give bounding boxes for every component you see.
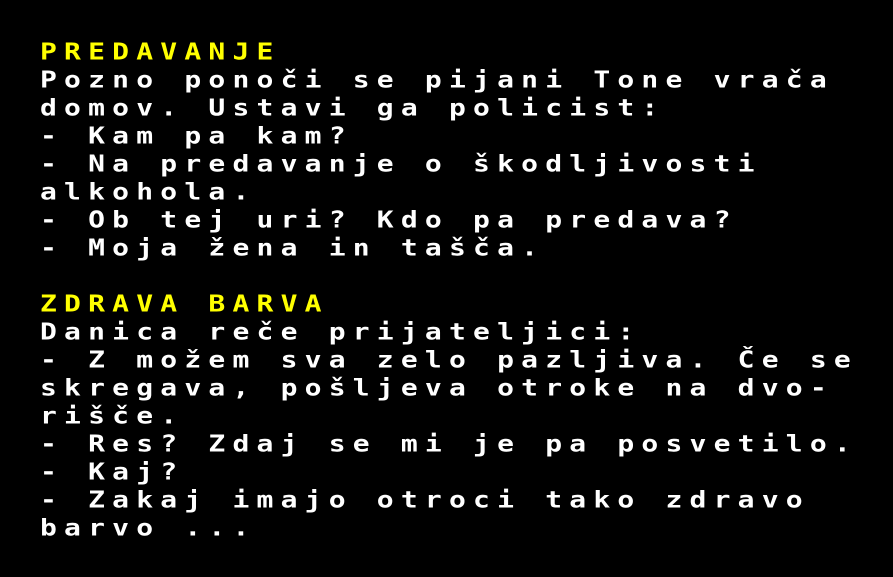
- joke-line: alkohola.: [40, 177, 257, 206]
- joke-line: Danica reče prijateljici:: [40, 317, 642, 346]
- joke-title-predavanje: PREDAVANJE: [40, 37, 281, 66]
- joke-line: - Kaj?: [40, 457, 185, 486]
- joke-line: skregava, pošljeva otroke na dvo-: [40, 373, 834, 402]
- joke-line: - Z možem sva zelo pazljiva. Če se: [40, 345, 858, 374]
- joke-line: barvo ...: [40, 513, 257, 542]
- joke-line: - Res? Zdaj se mi je pa posvetilo.: [40, 429, 858, 458]
- joke-title-zdrava-barva: ZDRAVA BARVA: [40, 289, 329, 318]
- joke-line: - Kam pa kam?: [40, 121, 353, 150]
- joke-line: - Na predavanje o škodljivosti: [40, 149, 762, 178]
- joke-line: - Moja žena in tašča.: [40, 233, 546, 262]
- joke-line: rišče.: [40, 401, 185, 430]
- joke-line: - Zakaj imajo otroci tako zdravo: [40, 485, 810, 514]
- joke-line: - Ob tej uri? Kdo pa predava?: [40, 205, 738, 234]
- joke-line: domov. Ustavi ga policist:: [40, 93, 666, 122]
- joke-line: Pozno ponoči se pijani Tone vrača: [40, 65, 834, 94]
